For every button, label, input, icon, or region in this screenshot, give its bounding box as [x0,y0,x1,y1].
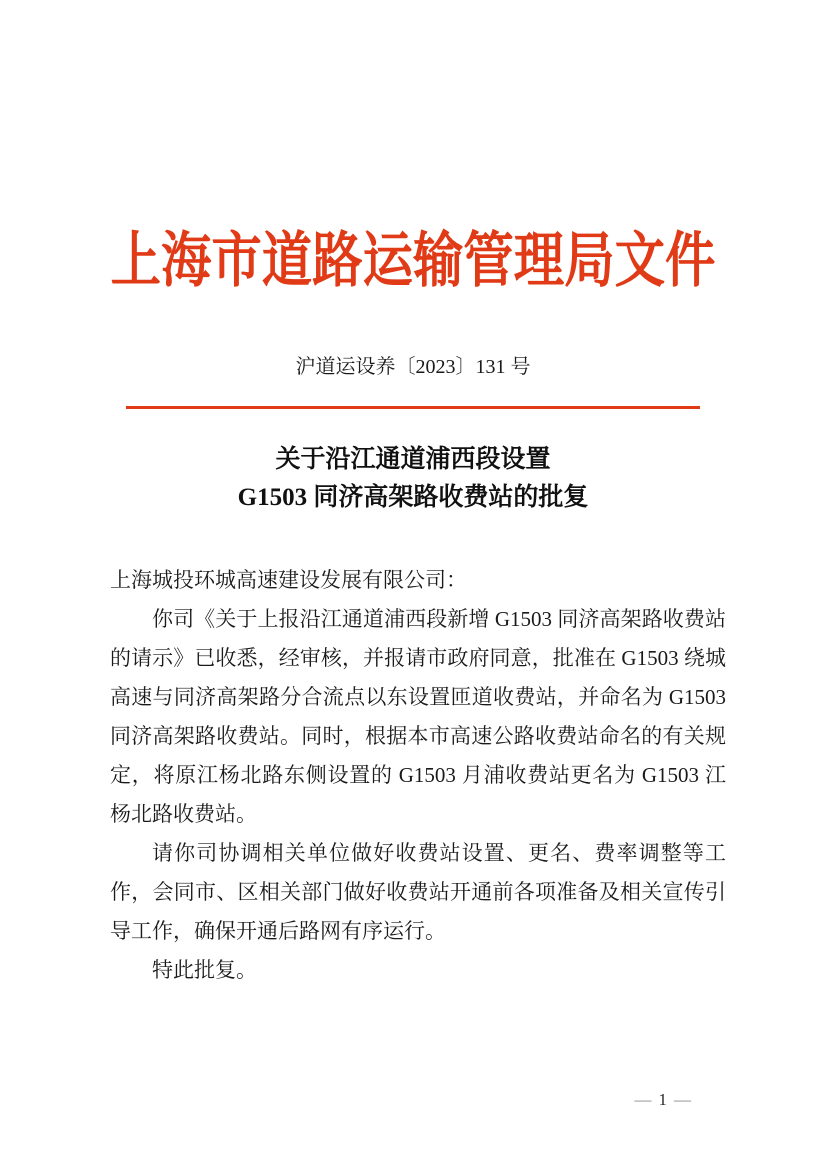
subject-line-1: 关于沿江通道浦西段设置 [275,446,551,473]
page-number-dash-left: — [634,1090,652,1109]
page-number-value: 1 [658,1090,667,1109]
salutation: 上海城投环城高速建设发展有限公司： [110,568,467,592]
page-number [628,1090,699,1110]
letterhead-title [0,227,826,295]
document-subject [0,441,826,517]
page-footer [0,1090,826,1114]
red-divider-rule [126,406,700,409]
letterhead-title-text: 上海市道路运输管理局文件 [110,228,716,294]
document-number: 沪道运设养〔2023〕131 号 [295,356,531,378]
closing-line: 特此批复。 [152,958,257,982]
document-body [110,561,726,990]
body-paragraph: 你司《关于上报沿江通道浦西段新增 G1503 同济高架路收费站的请示》已收悉，经审核，并报请市政府同意，批准在 G1503 绕城高速与同济高架路分合流点以东设置匝道收费站，并命名为 G1503 同济高架路收费站。同时，根据本市高速公路收费站命名的有关规定，将原江杨北路东侧设置的 G1503 月浦收费站更名为 G1503 江杨北路收费站。 [110,607,726,826]
subject-line-2: G1503 同济高架路收费站的批复 [237,484,589,511]
page-number-dash-right: — [674,1090,691,1109]
body-paragraph: 请你司协调相关单位做好收费站设置、更名、费率调整等工作，会同市、区相关部门做好收费站开通前各项准备及相关宣传引导工作，确保开通后路网有序运行。 [110,841,726,943]
